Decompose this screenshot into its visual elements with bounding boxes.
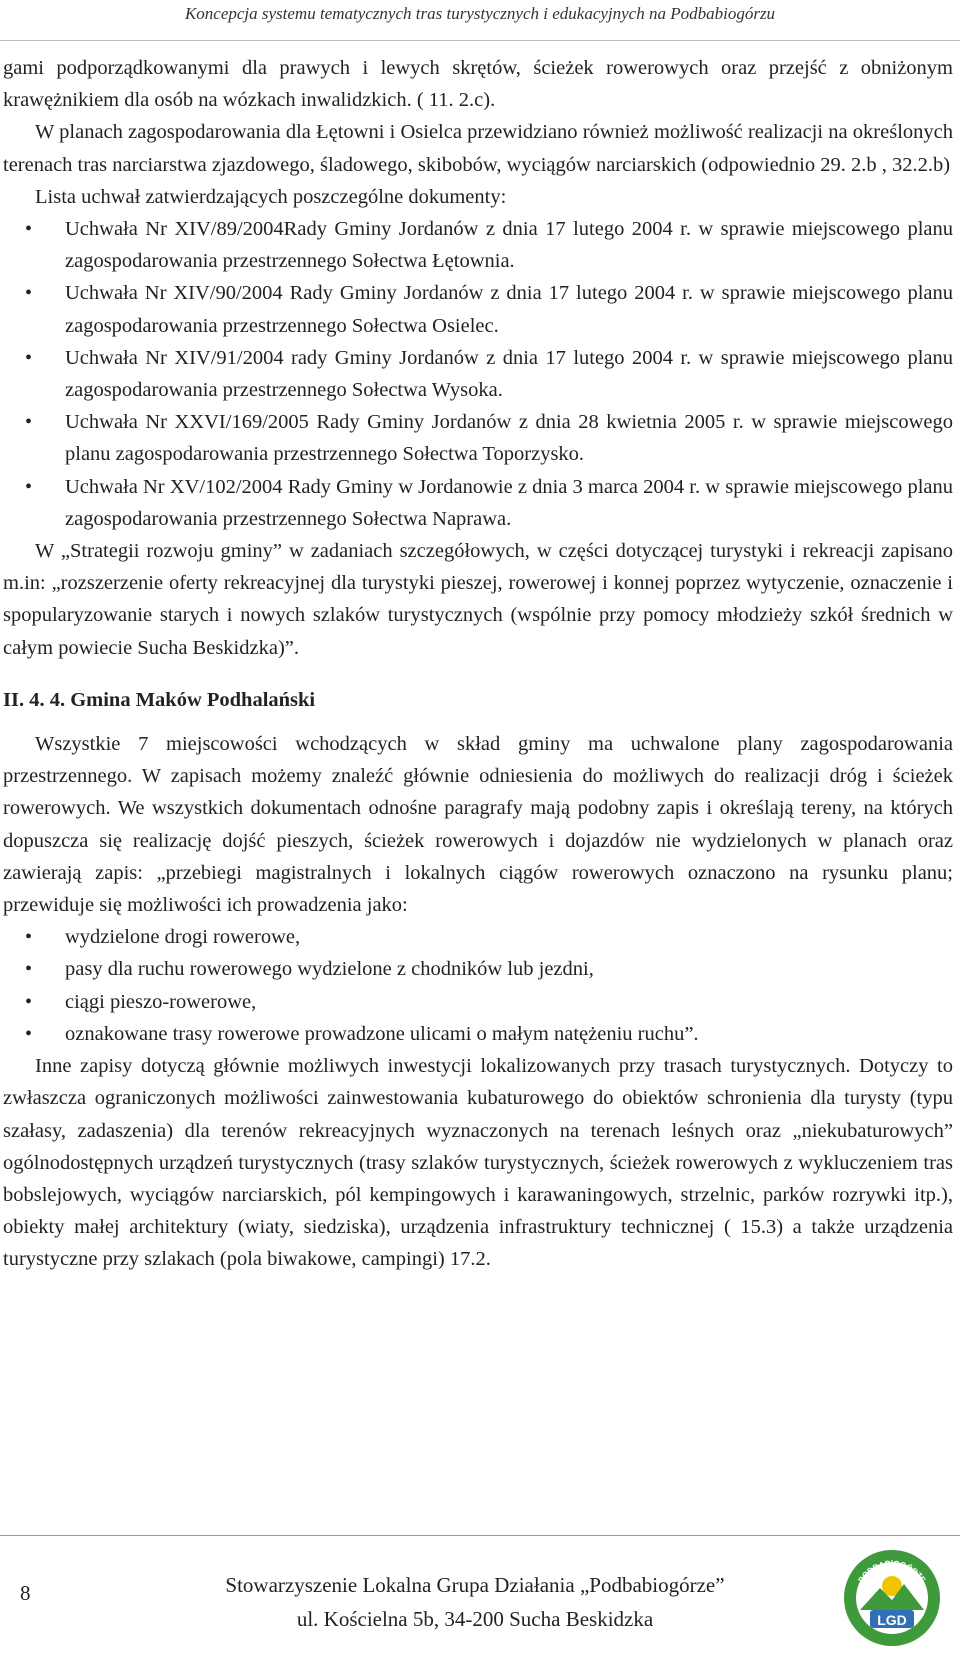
paragraph-2: W planach zagospodarowania dla Łętowni i Osielca przewidziano również możliwość realizacji na określonych terenach tras narciarstwa zjazdowego, śladowego, skibobów, wyciągów narciarskich (odpowiednio 29. 2.b , 32.2.b) bbox=[3, 121, 953, 176]
org-address: ul. Kościelna 5b, 34-200 Sucha Beskidzka bbox=[296, 1607, 654, 1631]
org-name: Stowarzyszenie Lokalna Grupa Działania „Podbabiogórze” bbox=[225, 1573, 725, 1597]
page-body bbox=[3, 52, 953, 1276]
section-heading: II. 4. 4. Gmina Maków Podhalański bbox=[3, 688, 316, 711]
list-item: • oznakowane trasy rowerowe prowadzone ulicami o małym natężeniu ruchu”. bbox=[65, 1018, 953, 1050]
page-number: 8 bbox=[20, 1581, 31, 1605]
list-item: • pasy dla ruchu rowerowego wydzielone z chodników lub jezdni, bbox=[65, 953, 953, 985]
list-item: • Uchwała Nr XIV/89/2004Rady Gminy Jordanów z dnia 17 lutego 2004 r. w sprawie miejscowego planu zagospodarowania przestrzennego Sołectwa Łętownia. bbox=[65, 213, 953, 277]
bike-options-list bbox=[3, 921, 953, 1050]
paragraph-1: gami podporządkowanymi dla prawych i lewych skrętów, ścieżek rowerowych oraz przejść z obniżonym krawężnikiem dla osób na wózkach inwalidzkich. ( 11. 2.c). bbox=[3, 57, 953, 112]
footer-address bbox=[175, 1568, 775, 1636]
paragraph-5: Wszystkie 7 miejscowości wchodzących w skład gminy ma uchwalone plany zagospodarowania przestrzennego. W zapisach możemy znaleźć głównie odniesienia do możliwych do realizacji dróg i ścieżek rowerowych. We wszystkich dokumentach odnośne paragrafy mają podobny zapis i określają tereny, na których dopuszcza się realizację dojść pieszych, ścieżek rowerowych i dojazdów nie wydzielonych w planach oraz zawierają zapis: „przebiegi magistralnych i lokalnych ciągów rowerowych oznaczono na rysunku planu; przewiduje się możliwości ich prowadzenia jako: bbox=[3, 733, 953, 917]
running-title: Koncepcja systemu tematycznych tras turystycznych i edukacyjnych na Podbabiogórzu bbox=[184, 4, 776, 23]
running-header bbox=[0, 0, 960, 41]
resolutions-list bbox=[3, 213, 953, 535]
page-footer bbox=[0, 1535, 960, 1658]
logo-lgd-text: LGD bbox=[877, 1612, 907, 1628]
list-item: • Uchwała Nr XIV/90/2004 Rady Gminy Jordanów z dnia 17 lutego 2004 r. w sprawie miejscowego planu zagospodarowania przestrzennego Sołectwa Osielec. bbox=[65, 277, 953, 341]
list-item: • Uchwała Nr XIV/91/2004 rady Gminy Jordanów z dnia 17 lutego 2004 r. w sprawie miejscowego planu zagospodarowania przestrzennego Sołectwa Wysoka. bbox=[65, 342, 953, 406]
list-item: • Uchwała Nr XXVI/169/2005 Rady Gminy Jordanów z dnia 28 kwietnia 2005 r. w sprawie miejscowego planu zagospodarowania przestrzennego Sołectwa Toporzysko. bbox=[65, 406, 953, 470]
paragraph-3: Lista uchwał zatwierdzających poszczególne dokumenty: bbox=[35, 185, 507, 208]
list-item: • Uchwała Nr XV/102/2004 Rady Gminy w Jordanowie z dnia 3 marca 2004 r. w sprawie miejscowego planu zagospodarowania przestrzennego Sołectwa Naprawa. bbox=[65, 471, 953, 535]
logo-arc-text: PODBABIOGÓRZE bbox=[856, 1558, 928, 1585]
lgd-logo bbox=[842, 1548, 942, 1648]
paragraph-6: Inne zapisy dotyczą głównie możliwych inwestycji lokalizowanych przy trasach turystycznych. Dotyczy to zwłaszcza ograniczonych możliwości zainwestowania kubaturowego do obiektów schronienia dla turysty (typu szałasy, zadaszenia) dla terenów rekreacyjnych wyznaczonych na terenach leśnych oraz „niekubaturowych” ogólnodostępnych urządzeń turystycznych (trasy szlaków turystycznych, ścieżek rowerowych z wykluczeniem tras bobslejowych, wyciągów narciarskich, pól kempingowych i karawaningowych, strzelnic, parków rozrywki itp.), obiekty małej architektury (wiaty, siedziska), urządzenia infrastruktury technicznej ( 15.3) a także urządzenia turystyczne przy szlakach (pola biwakowe, campingi) 17.2. bbox=[3, 1055, 953, 1271]
paragraph-4: W „Strategii rozwoju gminy” w zadaniach szczegółowych, w części dotyczącej turystyki i rekreacji zapisano m.in: „rozszerzenie oferty rekreacyjnej dla turystyki pieszej, rowerowej i konnej poprzez wytyczenie, oznaczenie i spopularyzowanie starych i nowych szlaków turystycznych (wspólnie przy pomocy młodzieży szkół średnich w całym powiecie Sucha Beskidzka)”. bbox=[3, 540, 953, 659]
list-item: • wydzielone drogi rowerowe, bbox=[65, 921, 953, 953]
list-item: • ciągi pieszo-rowerowe, bbox=[65, 986, 953, 1018]
